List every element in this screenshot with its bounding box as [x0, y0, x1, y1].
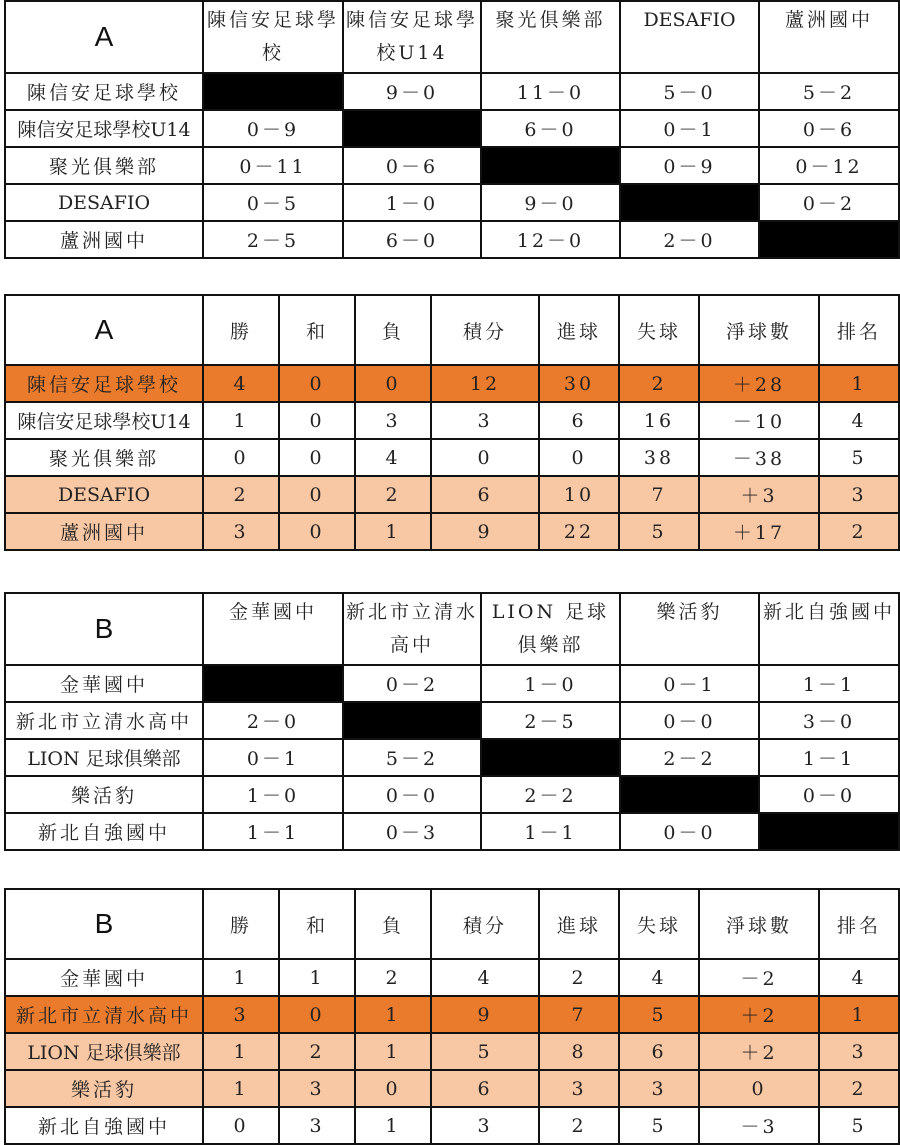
losses-cell: 2	[355, 476, 431, 513]
table-row	[5, 1033, 899, 1070]
team-name: DESAFIO	[5, 476, 203, 513]
self-match-cell	[203, 665, 343, 702]
team-name: 陳信安足球學校U14	[5, 402, 203, 439]
table-row	[5, 959, 899, 996]
matrix-header: 蘆洲國中	[759, 1, 899, 73]
losses-cell: 1	[355, 996, 431, 1033]
losses-cell: 0	[355, 365, 431, 402]
group-a-standings-table	[4, 294, 900, 551]
score-cell: 0－1	[620, 110, 759, 147]
self-match-cell	[759, 813, 899, 850]
wins-cell: 2	[203, 476, 279, 513]
wins-cell: 0	[203, 1107, 279, 1144]
team-name: 樂活豹	[5, 776, 203, 813]
self-match-cell	[620, 776, 759, 813]
points-cell: 3	[431, 402, 539, 439]
score-cell: 0－0	[343, 776, 481, 813]
score-cell: 0－2	[343, 665, 481, 702]
draws-cell: 1	[279, 959, 355, 996]
score-cell: 0－5	[203, 184, 343, 221]
goals-against-cell: 2	[619, 365, 699, 402]
table-row	[5, 73, 899, 110]
matrix-header: 金華國中	[203, 593, 343, 665]
team-name: 蘆洲國中	[5, 221, 203, 258]
table-row	[5, 184, 899, 221]
score-cell: 0－6	[759, 110, 899, 147]
score-cell: 0－2	[759, 184, 899, 221]
score-cell: 2－5	[481, 702, 620, 739]
score-cell: 9－0	[481, 184, 620, 221]
score-cell: 0－6	[343, 147, 481, 184]
matrix-header: DESAFIO	[620, 1, 759, 73]
goals-for-cell: 8	[539, 1033, 619, 1070]
score-cell: 6－0	[343, 221, 481, 258]
table-row	[5, 365, 899, 402]
wins-cell: 0	[203, 439, 279, 476]
matrix-header: 陳信安足球學校	[203, 1, 343, 73]
score-cell: 9－0	[343, 73, 481, 110]
rank-cell: 5	[819, 439, 899, 476]
draws-cell: 3	[279, 1107, 355, 1144]
rank-cell: 4	[819, 402, 899, 439]
points-cell: 4	[431, 959, 539, 996]
draws-cell: 0	[279, 513, 355, 550]
column-header: 淨球數	[699, 295, 819, 365]
team-name: LION 足球俱樂部	[5, 739, 203, 776]
score-cell: 5－0	[620, 73, 759, 110]
team-name: 新北市立清水高中	[5, 996, 203, 1033]
score-cell: 12－0	[481, 221, 620, 258]
table-row	[5, 1070, 899, 1107]
column-header: 和	[279, 295, 355, 365]
rank-cell: 2	[819, 513, 899, 550]
score-cell: 5－2	[343, 739, 481, 776]
losses-cell: 0	[355, 1070, 431, 1107]
score-cell: 1－1	[759, 665, 899, 702]
team-name: 蘆洲國中	[5, 513, 203, 550]
column-header: 負	[355, 889, 431, 959]
table-row	[5, 813, 899, 850]
score-cell: 1－1	[759, 739, 899, 776]
losses-cell: 1	[355, 513, 431, 550]
goals-against-cell: 6	[619, 1033, 699, 1070]
column-header: 進球	[539, 889, 619, 959]
rank-cell: 3	[819, 1033, 899, 1070]
score-cell: 0－3	[343, 813, 481, 850]
rank-cell: 5	[819, 1107, 899, 1144]
group-label: B	[5, 593, 203, 665]
goals-for-cell: 3	[539, 1070, 619, 1107]
table-row	[5, 110, 899, 147]
draws-cell: 0	[279, 402, 355, 439]
goal-diff-cell: －10	[699, 402, 819, 439]
goal-diff-cell: －2	[699, 959, 819, 996]
team-name: 樂活豹	[5, 1070, 203, 1107]
score-cell: 0－11	[203, 147, 343, 184]
goals-for-cell: 2	[539, 1107, 619, 1144]
goal-diff-cell: ＋3	[699, 476, 819, 513]
self-match-cell	[203, 73, 343, 110]
table-row	[5, 476, 899, 513]
losses-cell: 3	[355, 402, 431, 439]
table-row	[5, 776, 899, 813]
column-header: 失球	[619, 295, 699, 365]
team-name: 聚光俱樂部	[5, 439, 203, 476]
group-label: A	[5, 295, 203, 365]
points-cell: 5	[431, 1033, 539, 1070]
goals-for-cell: 30	[539, 365, 619, 402]
column-header: 積分	[431, 295, 539, 365]
wins-cell: 4	[203, 365, 279, 402]
self-match-cell	[759, 221, 899, 258]
goals-against-cell: 5	[619, 1107, 699, 1144]
team-name: 新北自強國中	[5, 813, 203, 850]
goals-for-cell: 7	[539, 996, 619, 1033]
table-row	[5, 702, 899, 739]
table-row	[5, 402, 899, 439]
goals-for-cell: 22	[539, 513, 619, 550]
team-name: 金華國中	[5, 959, 203, 996]
score-cell: 1－0	[481, 665, 620, 702]
team-name: LION 足球俱樂部	[5, 1033, 203, 1070]
losses-cell: 2	[355, 959, 431, 996]
wins-cell: 1	[203, 402, 279, 439]
draws-cell: 0	[279, 996, 355, 1033]
score-cell: 0－1	[203, 739, 343, 776]
goals-for-cell: 0	[539, 439, 619, 476]
table-row	[5, 665, 899, 702]
rank-cell: 1	[819, 365, 899, 402]
matrix-header: 陳信安足球學校U14	[343, 1, 481, 73]
team-name: 陳信安足球學校	[5, 365, 203, 402]
wins-cell: 3	[203, 996, 279, 1033]
score-cell: 2－5	[203, 221, 343, 258]
score-cell: 0－0	[620, 702, 759, 739]
score-cell: 1－0	[203, 776, 343, 813]
goal-diff-cell: ＋2	[699, 1033, 819, 1070]
column-header: 淨球數	[699, 889, 819, 959]
rank-cell: 4	[819, 959, 899, 996]
goals-against-cell: 4	[619, 959, 699, 996]
score-cell: 2－0	[203, 702, 343, 739]
goal-diff-cell: －3	[699, 1107, 819, 1144]
wins-cell: 1	[203, 1070, 279, 1107]
score-cell: 5－2	[759, 73, 899, 110]
matrix-header: 新北市立清水高中	[343, 593, 481, 665]
goals-against-cell: 5	[619, 996, 699, 1033]
rank-cell: 2	[819, 1070, 899, 1107]
draws-cell: 0	[279, 476, 355, 513]
points-cell: 9	[431, 996, 539, 1033]
score-cell: 0－9	[620, 147, 759, 184]
goal-diff-cell: ＋2	[699, 996, 819, 1033]
goals-for-cell: 6	[539, 402, 619, 439]
column-header: 積分	[431, 889, 539, 959]
self-match-cell	[481, 147, 620, 184]
matrix-header: 新北自強國中	[759, 593, 899, 665]
score-cell: 1－1	[481, 813, 620, 850]
group-label: A	[5, 1, 203, 73]
goal-diff-cell: ＋17	[699, 513, 819, 550]
column-header: 和	[279, 889, 355, 959]
self-match-cell	[343, 702, 481, 739]
losses-cell: 1	[355, 1107, 431, 1144]
group-a-results-table	[4, 0, 900, 259]
table-row	[5, 1107, 899, 1144]
team-name: 新北市立清水高中	[5, 702, 203, 739]
column-header: 失球	[619, 889, 699, 959]
column-header: 進球	[539, 295, 619, 365]
points-cell: 6	[431, 476, 539, 513]
score-cell: 0－1	[620, 665, 759, 702]
score-cell: 0－9	[203, 110, 343, 147]
group-b-results-table	[4, 592, 900, 851]
points-cell: 0	[431, 439, 539, 476]
self-match-cell	[620, 184, 759, 221]
matrix-header: 聚光俱樂部	[481, 1, 620, 73]
rank-cell: 1	[819, 996, 899, 1033]
losses-cell: 1	[355, 1033, 431, 1070]
team-name: 陳信安足球學校	[5, 73, 203, 110]
matrix-header: LION 足球俱樂部	[481, 593, 620, 665]
goals-against-cell: 38	[619, 439, 699, 476]
points-cell: 12	[431, 365, 539, 402]
wins-cell: 1	[203, 959, 279, 996]
points-cell: 3	[431, 1107, 539, 1144]
table-row	[5, 439, 899, 476]
goals-against-cell: 7	[619, 476, 699, 513]
goal-diff-cell: 0	[699, 1070, 819, 1107]
goals-for-cell: 10	[539, 476, 619, 513]
matrix-header: 樂活豹	[620, 593, 759, 665]
team-name: 陳信安足球學校U14	[5, 110, 203, 147]
group-b-standings-table	[4, 888, 900, 1145]
team-name: 聚光俱樂部	[5, 147, 203, 184]
points-cell: 9	[431, 513, 539, 550]
points-cell: 6	[431, 1070, 539, 1107]
team-name: 新北自強國中	[5, 1107, 203, 1144]
column-header: 排名	[819, 889, 899, 959]
score-cell: 2－0	[620, 221, 759, 258]
wins-cell: 3	[203, 513, 279, 550]
score-cell: 0－0	[759, 776, 899, 813]
table-row	[5, 221, 899, 258]
goal-diff-cell: ＋28	[699, 365, 819, 402]
table-row	[5, 739, 899, 776]
table-row	[5, 996, 899, 1033]
goals-against-cell: 3	[619, 1070, 699, 1107]
score-cell: 3－0	[759, 702, 899, 739]
column-header: 勝	[203, 889, 279, 959]
draws-cell: 0	[279, 439, 355, 476]
goals-against-cell: 5	[619, 513, 699, 550]
goals-for-cell: 2	[539, 959, 619, 996]
team-name: 金華國中	[5, 665, 203, 702]
score-cell: 2－2	[620, 739, 759, 776]
rank-cell: 3	[819, 476, 899, 513]
draws-cell: 3	[279, 1070, 355, 1107]
score-cell: 11－0	[481, 73, 620, 110]
self-match-cell	[343, 110, 481, 147]
column-header: 勝	[203, 295, 279, 365]
score-cell: 1－1	[203, 813, 343, 850]
group-label: B	[5, 889, 203, 959]
column-header: 排名	[819, 295, 899, 365]
goals-against-cell: 16	[619, 402, 699, 439]
wins-cell: 1	[203, 1033, 279, 1070]
team-name: DESAFIO	[5, 184, 203, 221]
score-cell: 0－0	[620, 813, 759, 850]
column-header: 負	[355, 295, 431, 365]
score-cell: 1－0	[343, 184, 481, 221]
losses-cell: 4	[355, 439, 431, 476]
draws-cell: 2	[279, 1033, 355, 1070]
table-row	[5, 147, 899, 184]
score-cell: 0－12	[759, 147, 899, 184]
score-cell: 6－0	[481, 110, 620, 147]
draws-cell: 0	[279, 365, 355, 402]
table-row	[5, 513, 899, 550]
self-match-cell	[481, 739, 620, 776]
goal-diff-cell: －38	[699, 439, 819, 476]
score-cell: 2－2	[481, 776, 620, 813]
